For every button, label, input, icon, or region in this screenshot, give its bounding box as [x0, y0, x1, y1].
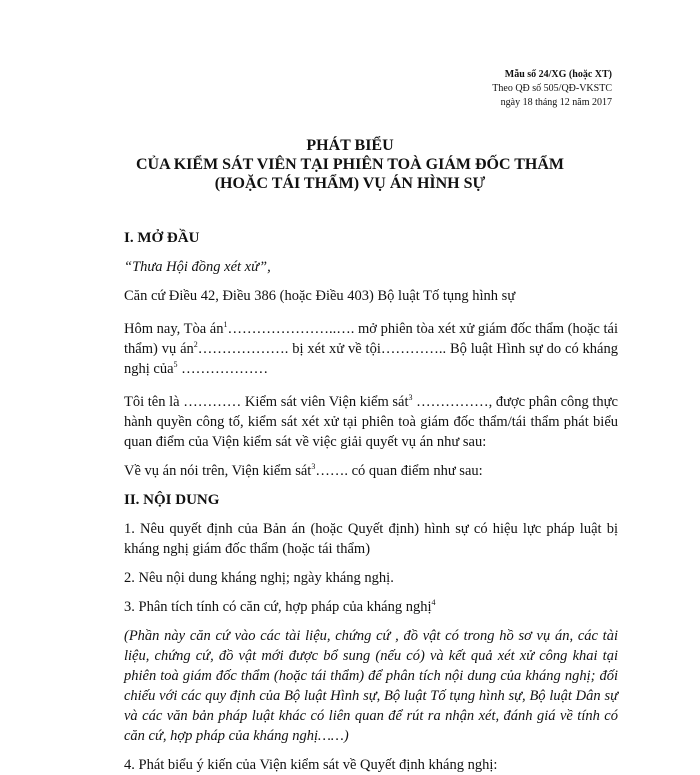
form-decision: Theo QĐ số 505/QĐ-VKSTC [492, 83, 612, 94]
title-line-1: PHÁT BIỂU [306, 137, 394, 154]
legal-basis: Căn cứ Điều 42, Điều 386 (hoặc Điều 403) Bộ luật Tố tụng hình sự [124, 288, 516, 304]
hearing-text-a: Hôm nay, Tòa án [124, 321, 224, 337]
prosecutor-text-a: Tôi tên là ………… Kiểm sát viên Viện kiểm sát [124, 394, 409, 410]
opinion-text-a: Về vụ án nói trên, Viện kiểm sát [124, 463, 312, 479]
footnote-2: 2 [193, 340, 198, 350]
form-code: Mẫu số 24/XG (hoặc XT) [504, 69, 612, 80]
content-item-3-text: 3. Phân tích tính có căn cứ, hợp pháp của kháng nghị [124, 599, 432, 615]
hearing-text-c: ………………. bị xét xử về tội………….. Bộ luật Hình sự do có kháng nghị của [124, 341, 618, 377]
footnote-3: 3 [408, 393, 413, 403]
form-reference [462, 68, 612, 110]
content-item-2: 2. Nêu nội dung kháng nghị; ngày kháng nghị. [124, 570, 394, 586]
form-date: ngày 18 tháng 12 năm 2017 [500, 97, 612, 108]
analysis-note: (Phần này căn cứ vào các tài liệu, chứng cứ , đồ vật có trong hồ sơ vụ án, các tài liệu, chứng cứ, đồ vật mới được bổ sung (nếu có) và kết quả xét xử công khai tại phiên toà giám đốc thẩm (hoặc tái thẩm) để phân tích nội dung của kháng nghị; đối chiếu với các quy định của Bộ luật Hình sự, Bộ luật Tố tụng hình sự, Bộ luật Dân sự và các văn bản pháp luật khác có liên quan để rút ra nhận xét, đánh giá về tính có căn cứ, hợp pháp của kháng nghị……) [124, 628, 618, 744]
title-line-2: CỦA KIỂM SÁT VIÊN TẠI PHIÊN TOÀ GIÁM ĐỐC THẨM [135, 156, 565, 173]
document-title [0, 136, 700, 193]
hearing-text-d: ……………… [177, 361, 269, 377]
footnote-4: 4 [431, 598, 436, 608]
content-item-4: 4. Phát biểu ý kiến của Viện kiểm sát về Quyết định kháng nghị: [124, 757, 498, 773]
section-2-heading: II. NỘI DUNG [124, 492, 220, 508]
opinion-paragraph [124, 461, 618, 481]
document-body [124, 228, 618, 775]
section-1-heading: I. MỞ ĐẦU [124, 230, 200, 246]
footnote-1: 1 [223, 320, 228, 330]
footnote-5: 5 [173, 360, 178, 370]
opinion-text-b: ……. có quan điểm như sau: [315, 463, 483, 479]
content-item-1: 1. Nêu quyết định của Bản án (hoặc Quyết định) hình sự có hiệu lực pháp luật bị kháng nghị giám đốc thẩm (hoặc tái thẩm) [124, 521, 618, 557]
title-line-3: (HOẶC TÁI THẨM) VỤ ÁN HÌNH SỰ [214, 175, 486, 192]
footnote-3b: 3 [311, 462, 316, 472]
prosecutor-text-b: ……………, được phân công thực hành quyền công tố, kiểm sát xét xử tại phiên toà giám đốc thẩm/tái thẩm phát biểu quan điểm của Viện kiểm sát về việc giải quyết vụ án như sau: [124, 394, 618, 450]
hearing-paragraph [124, 319, 618, 379]
salutation: “Thưa Hội đồng xét xử”, [124, 259, 271, 275]
content-item-3 [124, 597, 618, 617]
hearing-text-b: …………………..…. mở phiên tòa xét xử giám đốc thẩm (hoặc tái thẩm) vụ án [124, 321, 618, 357]
prosecutor-paragraph [124, 392, 618, 452]
